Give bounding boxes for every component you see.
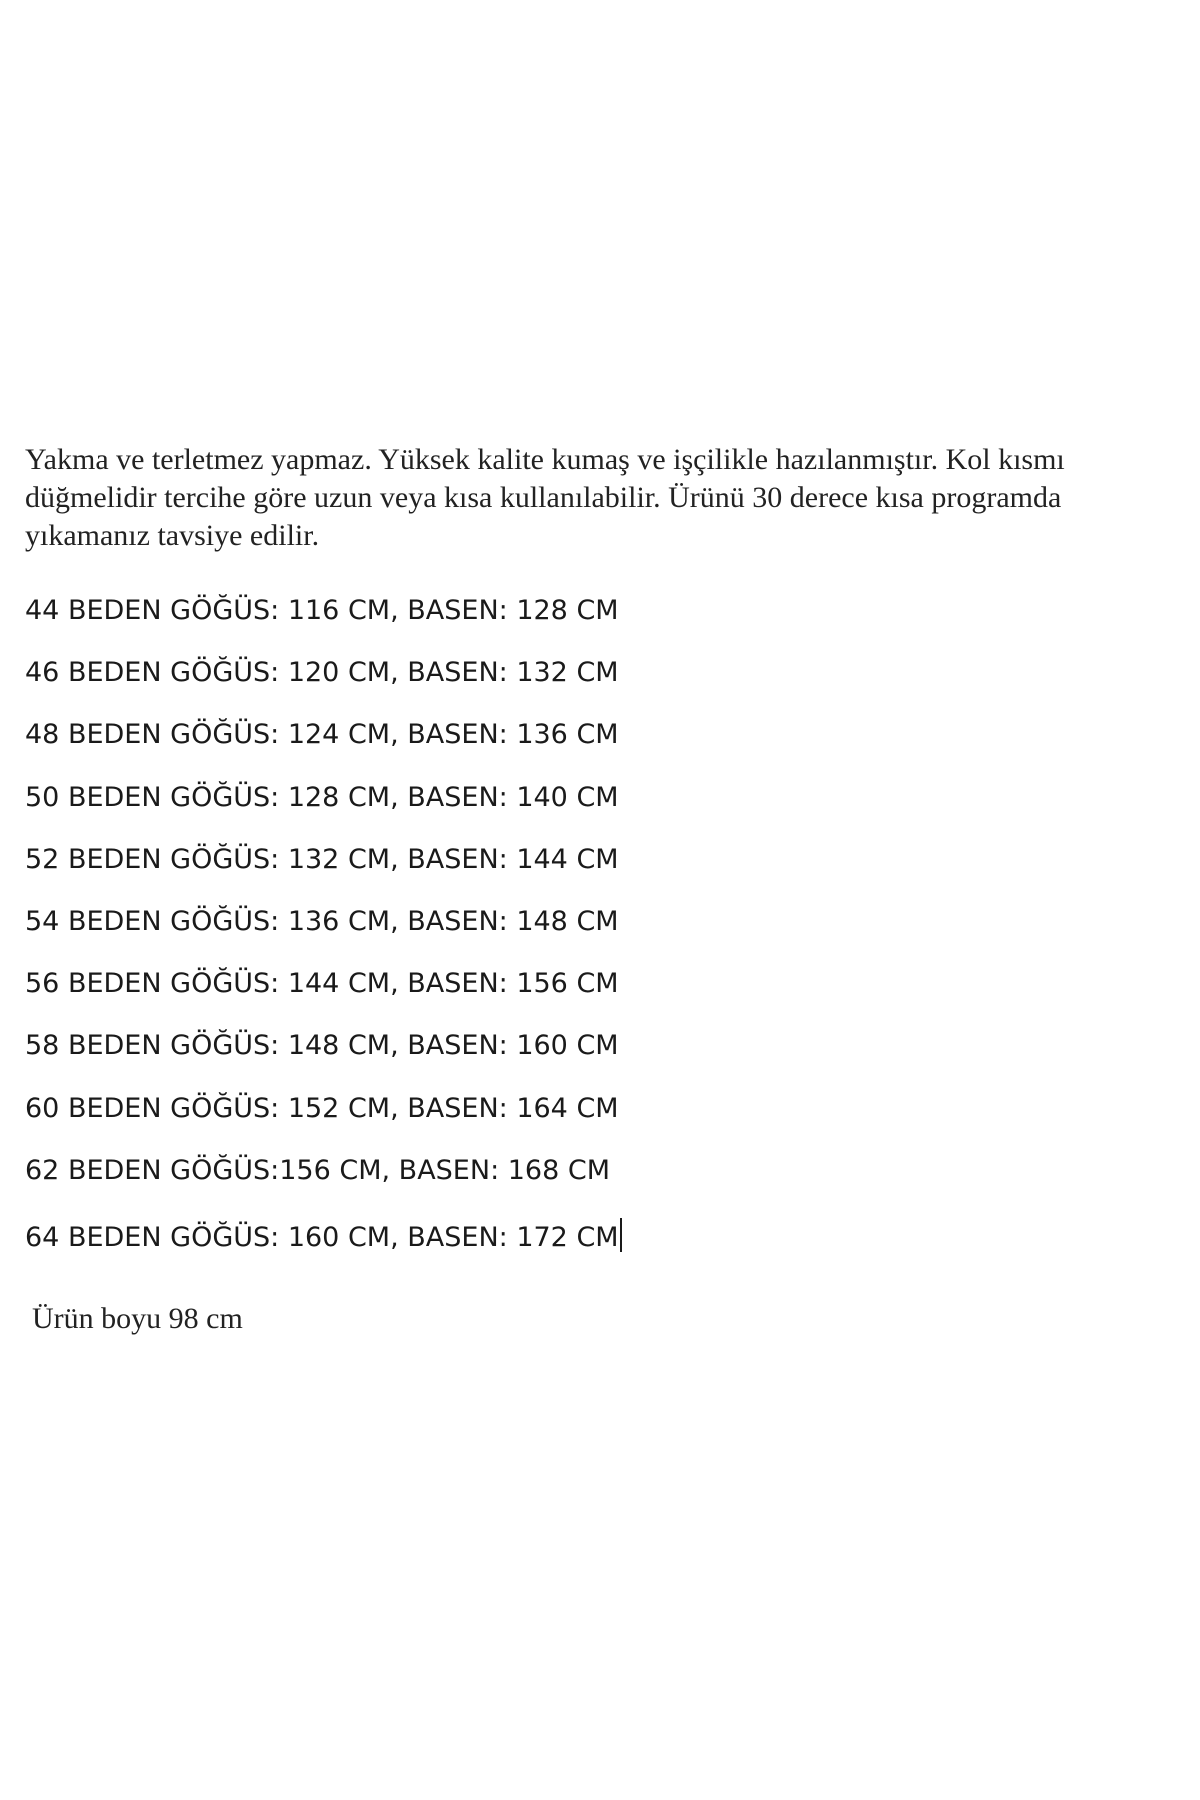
size-row-52: [25, 845, 622, 875]
size-row-text: 48 BEDEN GÖĞÜS: 124 CM, BASEN: 136 CM: [25, 719, 619, 751]
size-row-text: 52 BEDEN GÖĞÜS: 132 CM, BASEN: 144 CM: [25, 843, 619, 875]
text-cursor: [620, 1218, 622, 1252]
size-row-58: [25, 1031, 622, 1061]
size-row-64: [25, 1218, 622, 1253]
size-row-text: 60 BEDEN GÖĞÜS: 152 CM, BASEN: 164 CM: [25, 1092, 619, 1124]
size-row-text: 58 BEDEN GÖĞÜS: 148 CM, BASEN: 160 CM: [25, 1030, 619, 1062]
size-row-text: 44 BEDEN GÖĞÜS: 116 CM, BASEN: 128 CM: [25, 595, 619, 626]
size-row-60: [25, 1094, 622, 1124]
size-row-text: 46 BEDEN GÖĞÜS: 120 CM, BASEN: 132 CM: [25, 657, 619, 689]
size-row-48: [25, 720, 622, 750]
size-row-text: 54 BEDEN GÖĞÜS: 136 CM, BASEN: 148 CM: [25, 905, 619, 937]
size-row-text: 50 BEDEN GÖĞÜS: 128 CM, BASEN: 140 CM: [25, 781, 619, 813]
size-chart-list: [25, 596, 622, 1280]
product-length-note: Ürün boyu 98 cm: [32, 1302, 243, 1335]
size-row-54: [25, 907, 622, 937]
size-row-text: 56 BEDEN GÖĞÜS: 144 CM, BASEN: 156 CM: [25, 968, 619, 1000]
size-row-44: [25, 596, 622, 626]
size-row-46: [25, 658, 622, 688]
size-row-text: 62 BEDEN GÖĞÜS:156 CM, BASEN: 168 CM: [25, 1154, 611, 1186]
size-row-56: [25, 969, 622, 999]
size-row-text: 64 BEDEN GÖĞÜS: 160 CM, BASEN: 172 CM: [25, 1221, 619, 1253]
size-row-50: [25, 783, 622, 813]
product-description: Yakma ve terletmez yapmaz. Yüksek kalite kumaş ve işçilikle hazılanmıştır. Kol kısmı düğmelidir tercihe göre uzun veya kısa kullanılabilir. Ürünü 30 derece kısa programda yıkamanız tavsiye edilir.: [25, 443, 1065, 552]
size-row-62: [25, 1156, 622, 1186]
